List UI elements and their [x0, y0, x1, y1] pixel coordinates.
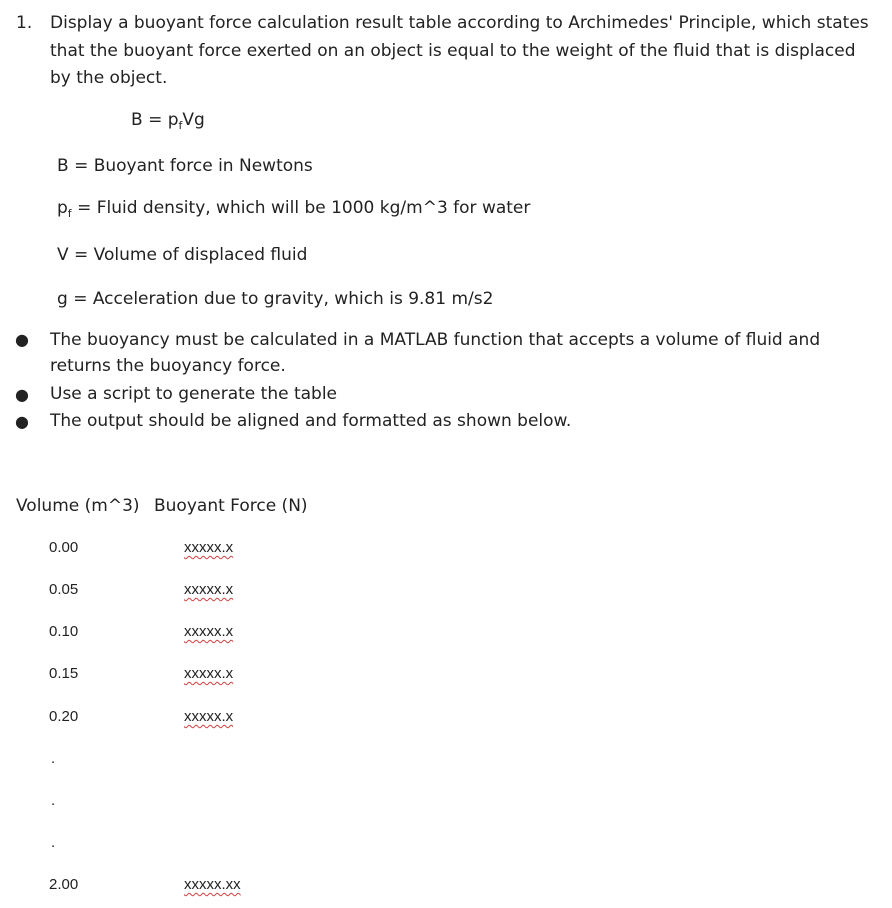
definition-v: V = Volume of displaced fluid [57, 245, 308, 265]
table-cell-volume: 0.15 [49, 665, 79, 682]
table-header-volume: Volume (m^3) [16, 496, 140, 516]
table-cell-force: xxxxx.x [184, 665, 234, 682]
definition-pf-text: = Fluid density, which will be 1000 kg/m^3 for water [71, 198, 531, 218]
table-cell-volume: 0.00 [49, 539, 79, 556]
table-cell-volume: 0.20 [49, 708, 79, 725]
bullet-dot: ● [15, 330, 29, 349]
formula [131, 107, 205, 135]
table-cell-force: xxxxx.x [184, 581, 234, 598]
table-cell-force: xxxxx.xx [184, 876, 241, 893]
table-header-force: Buoyant Force (N) [154, 496, 308, 516]
bullet-dot: ● [15, 412, 29, 431]
definition-pf-symbol: p [57, 198, 68, 218]
formula-rhs: Vg [182, 110, 205, 130]
bullet-item: Use a script to generate the table [50, 384, 338, 404]
table-cell-force: xxxxx.x [184, 708, 234, 725]
definition-pf [57, 195, 530, 223]
definition-g: g = Acceleration due to gravity, which is 9.81 m/s2 [57, 289, 494, 309]
formula-sub: f [178, 119, 183, 132]
bullet-item: The output should be aligned and formatted as shown below. [50, 411, 572, 431]
table-cell-force: xxxxx.x [184, 539, 234, 556]
definition-b: B = Buoyant force in Newtons [57, 156, 313, 176]
item-number: 1. [16, 13, 33, 33]
table-cell-volume: 2.00 [49, 876, 79, 893]
table-cell-volume: 0.10 [49, 623, 79, 640]
table-ellipsis-dot: . [51, 750, 56, 767]
definition-pf-sub: f [67, 207, 72, 220]
table-ellipsis-dot: . [51, 834, 56, 851]
table-cell-volume: 0.05 [49, 581, 79, 598]
table-cell-force: xxxxx.x [184, 623, 234, 640]
bullet-dot: ● [15, 385, 29, 404]
intro-paragraph: Display a buoyant force calculation result table according to Archimedes' Principle, which states that the buoyant force exerted on an object is equal to the weight of the fluid that is displaced by the object. [50, 13, 869, 88]
table-ellipsis-dot: . [51, 792, 56, 809]
bullet-item: The buoyancy must be calculated in a MATLAB function that accepts a volume of fluid and returns the buoyancy force. [50, 330, 821, 376]
formula-lhs: B = p [131, 110, 179, 130]
